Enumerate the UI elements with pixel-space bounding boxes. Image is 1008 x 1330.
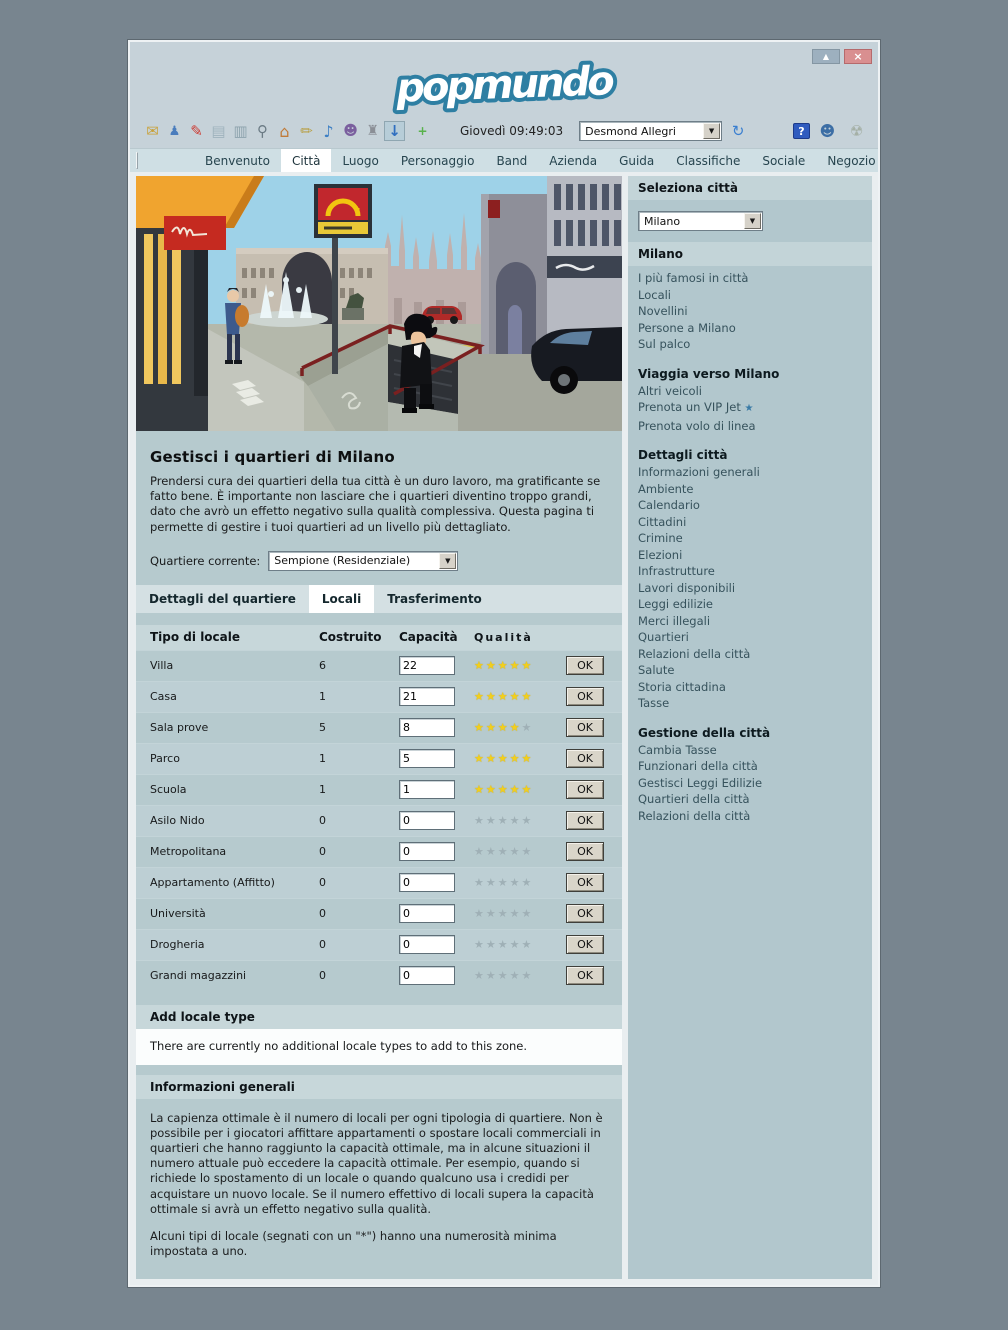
table-row xyxy=(136,898,622,929)
table-row xyxy=(136,867,622,898)
app-window xyxy=(128,40,880,1287)
nav-tab-band[interactable]: Band xyxy=(496,153,528,168)
details-group-title: Dettagli città xyxy=(638,448,728,462)
add-locale-message: There are currently no additional locale types to add to this zone. xyxy=(136,1029,622,1065)
city-select[interactable] xyxy=(638,211,763,231)
refresh-icon[interactable]: ↻ xyxy=(731,122,745,140)
locale-name: Scuola xyxy=(150,783,187,797)
quality-stars: ★★★★★ xyxy=(474,938,534,952)
quality-stars: ★★★★★ xyxy=(474,814,534,828)
character-select[interactable] xyxy=(579,121,722,141)
download-arrow-icon[interactable]: ↓ xyxy=(384,121,405,141)
built-count: 0 xyxy=(319,845,326,859)
district-selector-row xyxy=(150,551,608,571)
logo-area xyxy=(130,54,878,116)
sidebar-link-leggi-edilizie[interactable]: Leggi edilizie xyxy=(638,597,713,611)
add-locale-section xyxy=(136,1005,622,1065)
ok-button[interactable]: OK xyxy=(566,966,604,985)
ok-button[interactable]: OK xyxy=(566,749,604,768)
sidebar-link-informazioni-generali[interactable]: Informazioni generali xyxy=(638,465,760,479)
table-row xyxy=(136,960,622,991)
district-select-value: Sempione (Residenziale) xyxy=(274,554,411,568)
sidebar-link-volo-di-linea[interactable]: Prenota volo di linea xyxy=(638,418,756,433)
built-count: 0 xyxy=(319,907,326,921)
sidebar-link-calendario[interactable]: Calendario xyxy=(638,498,700,512)
ok-button[interactable]: OK xyxy=(566,842,604,861)
intro-text: Prendersi cura dei quartieri della tua città è un duro lavoro, ma gratificante se fatto bene. È importante non lasciare che i quartieri diventino troppo grandi, dato che avrò un effetto negativo sulla qualità complessiva. Questa pagina ti permette di gestire i tuoi quartieri ad un livello più dettagliato. xyxy=(150,474,601,534)
built-count: 5 xyxy=(319,721,326,735)
plus-icon[interactable]: + xyxy=(417,124,428,138)
toolbar xyxy=(130,116,878,148)
table-row xyxy=(136,681,622,712)
menu-toggle-button[interactable] xyxy=(136,152,138,169)
org-chart-icon[interactable]: ♟ xyxy=(168,123,181,139)
info-section-title: Informazioni generali xyxy=(136,1075,622,1099)
sidebar-link-merci-illegali[interactable]: Merci illegali xyxy=(638,613,711,628)
help-button[interactable]: ? xyxy=(793,123,810,139)
table-row xyxy=(136,929,622,960)
sidebar-link-salute[interactable]: Salute xyxy=(638,663,675,677)
built-count: 0 xyxy=(319,938,326,952)
toolbar-right-group xyxy=(793,121,868,141)
vip-star-icon: ★ xyxy=(744,403,754,414)
sidebar-link-vip-jet[interactable] xyxy=(638,399,862,418)
nav-tab-negozio[interactable]: Negozio xyxy=(827,153,876,168)
ok-button[interactable]: OK xyxy=(566,718,604,737)
district-label: Quartiere corrente: xyxy=(150,553,261,568)
sidebar-link-elezioni[interactable]: Elezioni xyxy=(638,547,683,562)
built-count: 1 xyxy=(319,783,326,797)
search-icon[interactable]: ⚲ xyxy=(257,122,268,140)
built-count: 0 xyxy=(319,969,326,983)
page-title: Gestisci i quartieri di Milano xyxy=(150,448,395,466)
nav-tabs xyxy=(194,149,887,172)
col-capacita: Capacità xyxy=(399,630,458,645)
sidebar-link-quartieri[interactable]: Quartieri xyxy=(638,630,689,644)
travel-group-title: Viaggia verso Milano xyxy=(638,366,780,381)
sidebar-link-infrastrutture[interactable]: Infrastrutture xyxy=(638,564,715,578)
chevron-down-icon[interactable]: ▼ xyxy=(703,123,720,139)
close-window-button[interactable]: × xyxy=(844,49,872,64)
sidebar-link-persone[interactable]: Persone a Milano xyxy=(638,320,736,335)
character-icon[interactable]: ☻ xyxy=(819,122,836,140)
ok-button[interactable]: OK xyxy=(566,780,604,799)
music-note-icon[interactable]: ♪ xyxy=(323,121,334,141)
sidebar-link-gestisci-leggi[interactable]: Gestisci Leggi Edilizie xyxy=(638,775,763,790)
city-name-title: Milano xyxy=(628,242,872,266)
locale-name: Drogheria xyxy=(150,938,205,952)
logo-text: popmundo xyxy=(395,58,613,112)
table-row xyxy=(136,774,622,805)
ok-button[interactable]: OK xyxy=(566,873,604,892)
sidebar-links xyxy=(628,266,872,832)
table-header-row xyxy=(136,625,622,650)
vip-jet-label: Prenota un VIP Jet xyxy=(638,400,741,414)
ok-button[interactable]: OK xyxy=(566,904,604,923)
table-row xyxy=(136,836,622,867)
sidebar-link-lavori-disponibili[interactable]: Lavori disponibili xyxy=(638,580,736,595)
manage-group-title: Gestione della città xyxy=(638,725,771,740)
tab-trasferimento[interactable]: Trasferimento xyxy=(387,591,482,606)
capacity-input[interactable] xyxy=(399,842,455,861)
compose-icon[interactable]: ✏ xyxy=(300,122,313,140)
locale-name: Asilo Nido xyxy=(150,814,205,828)
info-paragraph-1: La capienza ottimale è il numero di locali per ogni tipologia di quartiere. Non è possibile per i giocatori affittare appartamenti o spostare locali commerciali in quartieri che hanno raggiunto la capacità ottimale, ma in alcune situazioni il numero attuale può eccedere la capacità ottimale. Per esempio, quando si richiede lo spostamento di un locale o quando qualcuno usa i credidi per acquistare un nuovo locale. Se il numero effettivo di locali supera la capacità ottimale si avrà un effetto negativo sulla qualità. xyxy=(150,1110,603,1216)
tab-locali[interactable]: Locali xyxy=(309,585,374,613)
nav-tab-benvenuto[interactable]: Benvenuto xyxy=(205,153,270,168)
nav-tab-personaggio[interactable]: Personaggio xyxy=(400,153,475,168)
locale-name: Università xyxy=(150,907,206,921)
district-select[interactable] xyxy=(268,551,458,571)
sidebar-link-crimine[interactable]: Crimine xyxy=(638,531,683,545)
nav-tab-sociale[interactable]: Sociale xyxy=(762,153,806,168)
nav-tab-classifiche[interactable]: Classifiche xyxy=(676,153,741,168)
nav-tab-guida[interactable]: Guida xyxy=(619,153,655,168)
capacity-input[interactable] xyxy=(399,687,455,706)
add-locale-title: Add locale type xyxy=(136,1005,622,1029)
shade-window-button[interactable]: ▲ xyxy=(812,49,840,64)
capacity-input[interactable] xyxy=(399,904,455,923)
ok-button[interactable]: OK xyxy=(566,656,604,675)
built-count: 6 xyxy=(319,659,326,673)
locale-name: Appartamento (Affitto) xyxy=(150,876,275,890)
sidebar xyxy=(628,176,872,1279)
locale-name: Metropolitana xyxy=(150,845,227,859)
quality-stars: ★★★★★ xyxy=(474,907,534,921)
quality-stars: ★★★★★ xyxy=(474,690,534,704)
ok-button[interactable]: OK xyxy=(566,811,604,830)
quality-stars: ★★★★★ xyxy=(474,659,534,673)
capacity-input[interactable] xyxy=(399,935,455,954)
game-clock: Giovedì 09:49:03 xyxy=(460,124,564,138)
sidebar-link-famosi[interactable]: I più famosi in città xyxy=(638,271,749,285)
sidebar-link-altri-veicoli[interactable]: Altri veicoli xyxy=(638,383,702,398)
nav-tab-luogo[interactable]: Luogo xyxy=(342,153,379,168)
district-subtabs xyxy=(136,585,622,613)
character-select-value: Desmond Allegri xyxy=(585,124,676,138)
quality-stars: ★★★★★ xyxy=(474,721,534,735)
sidebar-link-tasse[interactable]: Tasse xyxy=(638,696,670,710)
sidebar-link-quartieri-della-citta[interactable]: Quartieri della città xyxy=(638,792,750,806)
pencil-icon[interactable]: ✎ xyxy=(190,122,203,140)
col-qualita: Qualità xyxy=(474,630,533,644)
quality-stars: ★★★★★ xyxy=(474,969,534,983)
sidebar-link-cittadini[interactable]: Cittadini xyxy=(638,514,687,529)
locale-name: Casa xyxy=(150,690,177,704)
capacity-input[interactable] xyxy=(399,811,455,830)
select-city-title: Seleziona città xyxy=(628,176,872,200)
sidebar-link-locali[interactable]: Locali xyxy=(638,287,672,302)
people-icon[interactable]: ☻ xyxy=(343,123,358,139)
tab-dettagli-del-quartiere[interactable]: Dettagli del quartiere xyxy=(149,591,296,606)
popmundo-logo xyxy=(374,56,634,114)
quality-stars: ★★★★★ xyxy=(474,783,534,797)
sidebar-link-relazioni-citta[interactable]: Relazioni della città xyxy=(638,646,751,661)
capacity-input[interactable] xyxy=(399,656,455,675)
sidebar-link-relazioni-della-citta[interactable]: Relazioni della città xyxy=(638,808,751,823)
built-count: 1 xyxy=(319,752,326,766)
table-row xyxy=(136,650,622,681)
locale-name: Villa xyxy=(150,659,174,673)
table-row xyxy=(136,712,622,743)
main-nav xyxy=(130,148,878,172)
city-select-value: Milano xyxy=(644,214,681,228)
capacity-input[interactable] xyxy=(399,873,455,892)
book-icon[interactable]: ▥ xyxy=(233,122,248,140)
built-count: 1 xyxy=(319,690,326,704)
ok-button[interactable]: OK xyxy=(566,935,604,954)
notes-icon[interactable]: ▤ xyxy=(211,122,226,140)
capacity-input[interactable] xyxy=(399,780,455,799)
sidebar-link-sul-palco[interactable]: Sul palco xyxy=(638,337,691,351)
sidebar-link-storia-cittadina[interactable]: Storia cittadina xyxy=(638,679,726,694)
table-row xyxy=(136,743,622,774)
quality-stars: ★★★★★ xyxy=(474,845,534,859)
content-area xyxy=(130,172,878,1285)
sidebar-link-ambiente[interactable]: Ambiente xyxy=(638,481,694,496)
quality-stars: ★★★★★ xyxy=(474,876,534,890)
chevron-down-icon[interactable]: ▼ xyxy=(439,553,456,569)
capacity-input[interactable] xyxy=(399,749,455,768)
bank-icon[interactable]: ♜ xyxy=(366,123,379,139)
locale-table xyxy=(136,625,622,991)
built-count: 0 xyxy=(319,876,326,890)
status-orb-icon: ☢ xyxy=(849,122,864,140)
city-illustration xyxy=(136,176,622,431)
main-column xyxy=(136,176,622,1279)
home-icon[interactable]: ⌂ xyxy=(279,121,290,141)
chevron-down-icon[interactable]: ▼ xyxy=(744,213,761,229)
col-costruito: Costruito xyxy=(319,630,382,645)
locale-name: Grandi magazzini xyxy=(150,969,247,983)
nav-tab-citta[interactable]: Città xyxy=(281,149,331,172)
chat-icon[interactable]: ✉ xyxy=(146,122,159,140)
nav-tab-azienda[interactable]: Azienda xyxy=(549,153,598,168)
quality-stars: ★★★★★ xyxy=(474,752,534,766)
col-tipo-di-locale: Tipo di locale xyxy=(150,630,241,645)
sidebar-link-cambia-tasse[interactable]: Cambia Tasse xyxy=(638,742,717,757)
sidebar-link-funzionari-citta[interactable]: Funzionari della città xyxy=(638,759,758,773)
capacity-input[interactable] xyxy=(399,718,455,737)
sidebar-link-novellini[interactable]: Novellini xyxy=(638,304,688,318)
built-count: 0 xyxy=(319,814,326,828)
ok-button[interactable]: OK xyxy=(566,687,604,706)
info-paragraph-2: Alcuni tipi di locale (segnati con un "*") hanno una numerosità minima impostata a uno. xyxy=(150,1228,557,1259)
table-row xyxy=(136,805,622,836)
locale-name: Parco xyxy=(150,752,180,766)
locale-name: Sala prove xyxy=(150,721,209,735)
capacity-input[interactable] xyxy=(399,966,455,985)
